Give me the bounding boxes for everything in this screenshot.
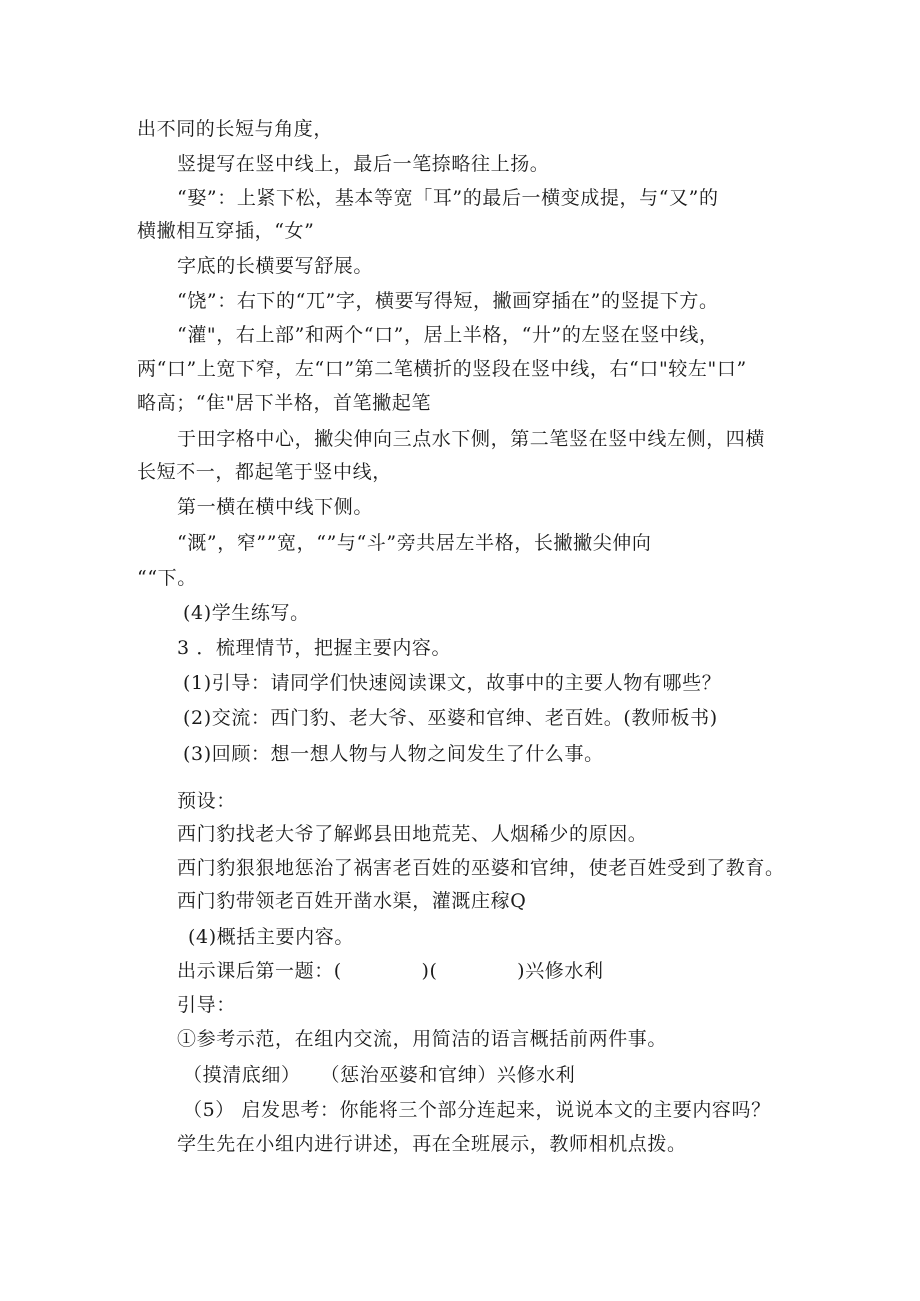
text-line — [177, 855, 785, 881]
text-line — [183, 741, 604, 767]
text-line — [183, 1097, 771, 1123]
text-line — [177, 426, 765, 452]
text-line-content: 西门豹带领老百姓开凿水渠，灌溉庄稼Q — [177, 890, 527, 912]
text-line — [177, 288, 719, 314]
text-line-content: ““下。 — [137, 567, 197, 589]
text-line-content: （5） 启发思考：你能将三个部分连起来，说说本文的主要内容吗？ — [183, 1099, 771, 1121]
text-line — [183, 705, 718, 731]
text-line-content: 竖提写在竖中线上，最后一笔捺略往上扬。 — [177, 153, 550, 175]
text-line-content: 出示课后第一题：( )( )兴修水利 — [177, 960, 604, 982]
text-line — [177, 185, 719, 211]
text-line — [177, 494, 373, 520]
text-line-content: ①参考示范，在组内交流，用简洁的语言概括前两件事。 — [177, 1028, 668, 1050]
text-line-content: 西门豹狠狠地惩治了祸害老百姓的巫婆和官绅，使老百姓受到了教育。 — [177, 857, 785, 879]
text-line — [183, 670, 721, 696]
text-line — [137, 116, 333, 142]
text-line — [137, 390, 431, 416]
text-line-content: 预设： — [177, 790, 236, 812]
text-line-content: “饶”：右下的“兀”字，横要写得短，撇画穿插在”的竖提下方。 — [177, 290, 719, 312]
text-line — [177, 992, 236, 1018]
text-line-content: 引导： — [177, 994, 236, 1016]
text-line-content: 出不同的长短与角度， — [137, 118, 334, 140]
text-line-content: 学生先在小组内进行讲述，再在全班展示，教师相机点拨。 — [177, 1133, 687, 1155]
text-line-content: 长短不一，都起笔于竖中线， — [137, 461, 392, 483]
text-line — [183, 600, 310, 626]
text-line-content: 于田字格中心，撇尖伸向三点水下侧，第二笔竖在竖中线左侧，四横 — [177, 428, 766, 450]
text-line-content: (2)交流：西门豹、老大爷、巫婆和官绅、老百姓。(教师板书) — [183, 707, 718, 729]
text-line-content: (3)回顾：想一想人物与人物之间发生了什么事。 — [183, 743, 604, 765]
text-line-content: 字底的长横要写舒展。 — [177, 255, 374, 277]
text-line — [177, 958, 604, 984]
text-line — [137, 218, 314, 244]
text-line — [137, 356, 747, 382]
text-line-content: 略高；“隹"居下半格，首笔撇起笔 — [137, 392, 432, 414]
text-line-content: （摸清底细） （惩治巫婆和官绅）兴修水利 — [183, 1064, 576, 1086]
text-line-content: “溉”，窄””宽，“”与“斗”旁共居左半格，长撇撇尖伸向 — [177, 532, 652, 554]
text-line — [177, 788, 236, 814]
text-line — [183, 1062, 575, 1088]
text-line-content: (4)学生练写。 — [183, 602, 310, 624]
text-line-content: 横撇相互穿插，“女” — [137, 220, 315, 242]
text-line — [177, 151, 549, 177]
text-line-content: (1)引导：请同学们快速阅读课文，故事中的主要人物有哪些？ — [183, 672, 722, 694]
text-line-content: 3 ．梳理情节，把握主要内容。 — [177, 637, 452, 659]
text-line-content: “灌"，右上部”和两个“口”，居上半格，“廾”的左竖在竖中线， — [177, 324, 719, 346]
text-line — [177, 888, 526, 914]
text-line — [177, 821, 647, 847]
text-line — [177, 322, 719, 348]
text-line — [177, 530, 652, 556]
text-line — [137, 459, 392, 485]
text-line — [177, 253, 373, 279]
text-line-content: (4)概括主要内容。 — [188, 926, 354, 948]
text-line — [188, 924, 354, 950]
text-line — [177, 635, 451, 661]
text-line-content: “娶”：上紧下松，基本等宽「耳”的最后一横变成提，与“又”的 — [177, 187, 719, 209]
text-line — [177, 1026, 667, 1052]
text-line — [177, 1131, 687, 1157]
text-line-content: 西门豹找老大爷了解邺县田地荒芜、人烟稀少的原因。 — [177, 823, 648, 845]
text-line-content: 两“口”上宽下窄，左“口”第二笔横折的竖段在竖中线，右“口"较左"口” — [137, 358, 747, 380]
text-line — [137, 565, 197, 591]
text-line-content: 第一横在横中线下侧。 — [177, 496, 374, 518]
